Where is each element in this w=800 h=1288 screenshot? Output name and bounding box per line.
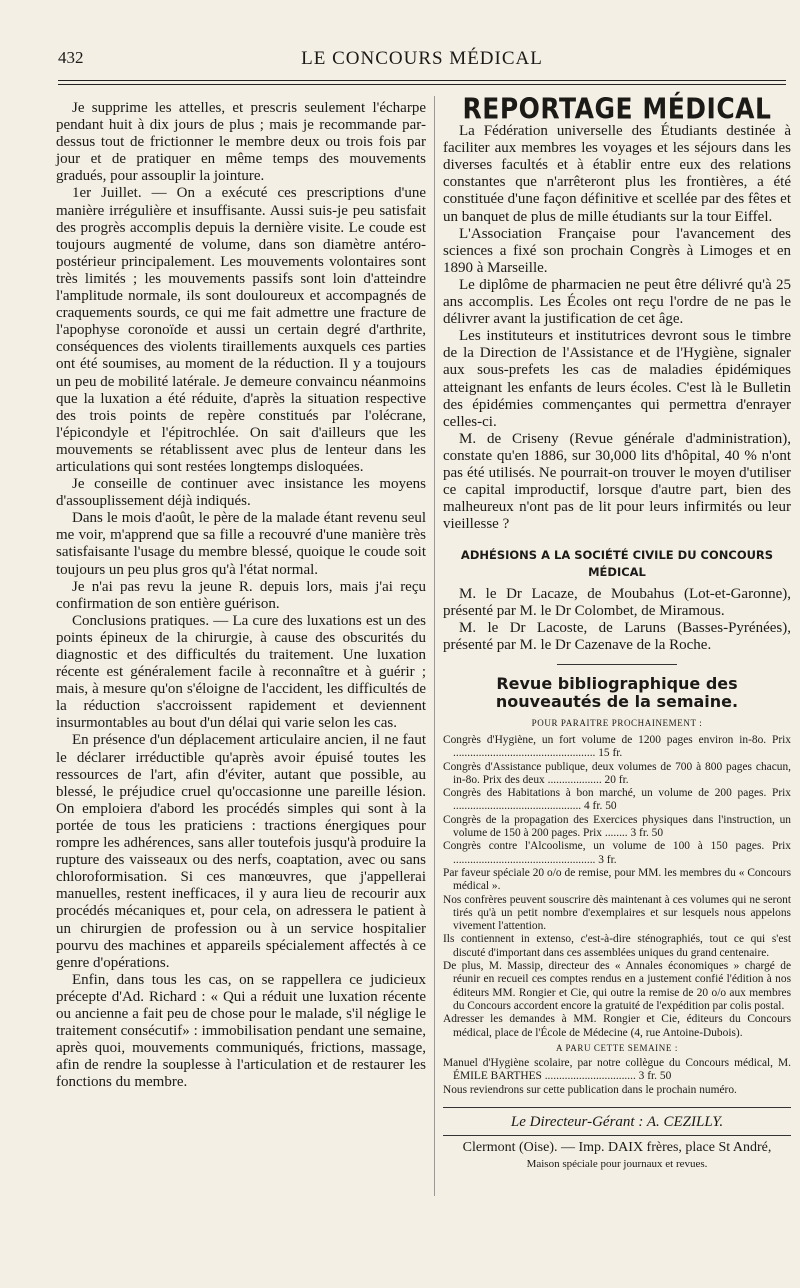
a-paru-label: A PARU CETTE SEMAINE : xyxy=(556,1042,678,1053)
paragraph: Je supprime les attelles, et prescris seulement l'écharpe pendant huit à dix jours de plus ; mais je recommande par-dessus tout de frictionner le membre deux ou trois fois par jour et de pratiquer en même temps des mouvements gradués, pour assouplir la jointure. xyxy=(56,100,426,185)
biblio-entry: Congrès de la propagation des Exercices physiques dans l'instruction, un volume de 150 à 200 pages. Prix ........ 3 fr. 50 xyxy=(443,813,791,840)
paragraph: Enfin, dans tous les cas, on se rappellera ce judicieux précepte d'Ad. Richard : « Qui a réduit une luxation récente ou ancienne a fait peu de chose pour le malade, s'il néglige le traitement consécutif» : immobilisation pendant une semaine, après quoi, mouvements communiqués, frictions, massage, afin de rendre la souplesse à l'articulation et de restaurer les fonctions du membre. xyxy=(56,971,426,1091)
imprint-line: Maison spéciale pour journaux et revues. xyxy=(526,1158,708,1171)
page-header xyxy=(58,44,786,78)
biblio-entry: Nous reviendrons sur cette publication dans le prochain numéro. xyxy=(443,1083,737,1096)
left-column xyxy=(56,100,426,1091)
news-item: M. de Criseny (Revue générale d'administration), constate qu'en 1886, sur 30,000 lits d'hôpital, 40 % n'ont pas été utilisés. Ne pourrait-on trouver le moyen d'utiliser ce capital improductif, lorsque d'autre part, bien des malheureux n'ont pas de lit pour leurs infirmités ou leur vieillesse ? xyxy=(443,430,791,533)
paragraph: Je conseille de continuer avec insistance les moyens d'assouplissement déjà indiqués. xyxy=(56,476,426,510)
running-title: LE CONCOURS MÉDICAL xyxy=(301,48,543,69)
adhesion-entry: M. le Dr Lacaze, de Moubahus (Lot-et-Garonne), présenté par M. le Dr Colombet, de Miramous. xyxy=(443,585,791,619)
section-title: REPORTAGE MÉDICAL xyxy=(462,91,772,126)
biblio-entry: Par faveur spéciale 20 o/o de remise, pour MM. les membres du « Concours médical ». xyxy=(443,866,791,893)
paragraph: Conclusions pratiques. — La cure des luxations est un des points épineux de la chirurgie, à cause des obscurités du diagnostic et des difficultés du traitement. Une luxation récente est généralement facile à reconnaître et à guérir ; mais, à mesure qu'on s'éloigne de l'accident, les difficultés de la réduction s'accroissent rapidement et deviennent insurmontables au bout d'un délai qui varie selon les cas. xyxy=(56,612,426,732)
right-column xyxy=(443,91,791,1172)
separator xyxy=(557,664,677,665)
paragraph: En présence d'un déplacement articulaire ancien, il ne faut le déclarer irréductible qu'après avoir épuisé toutes les ressources de l'art, afin d'éviter, autant que possible, au blessé, le préjudice cruel qu'occasionne une pareille lésion. On emploiera d'abord les procédés simples qui sont à la portée de tous les praticiens : tractions énergiques pour rompre les adhérences, sans aller toutefois jusqu'à produire la rupture des vaisseaux ou des nerfs, coaptation, avec ou sans chloroformisation. Si ces manœuvres, que j'appellerai manuelles, restent inefficaces, il y aura lieu de recourir aux procédés mécaniques et, pour cela, on adressera le patient à un chirurgien de profession ou à un service hospitalier pourvu des machines et appareils spécialement affectés à ce genre d'opérations. xyxy=(56,732,426,971)
revue-heading: Revue bibliographique des nouveautés de la semaine. xyxy=(495,673,739,711)
director-signature: Le Directeur-Gérant : A. CEZILLY. xyxy=(443,1107,791,1131)
biblio-entry: Manuel d'Hygiène scolaire, par notre collègue du Concours médical, M. ÉMILE BARTHES ................................ 3 fr. 50 xyxy=(443,1057,791,1083)
biblio-entry: Ils contiennent in extenso, c'est-à-dire sténographiés, tout ce qui s'est discuté d'important dans ces assemblées uniques du grand centenaire. xyxy=(443,933,791,959)
biblio-entry: Congrès d'Assistance publique, deux volumes de 700 à 800 pages chacun, in-8o. Prix des deux ................... 20 fr. xyxy=(443,760,791,786)
imprint-line: Clermont (Oise). — Imp. DAIX frères, place St André, xyxy=(462,1140,772,1156)
bibliography xyxy=(443,734,791,1097)
biblio-entry: Nos confrères peuvent souscrire dès maintenant à ces volumes qui ne seront tirés qu'à un petit nombre d'exemplaires et sur lesquels nous appelons vivement l'attention. xyxy=(443,893,791,933)
adhesions-heading: ADHÉSIONS A LA SOCIÉTÉ CIVILE DU CONCOURS MÉDICAL xyxy=(460,548,774,580)
header-rule xyxy=(58,80,786,81)
column-divider xyxy=(434,96,435,1196)
biblio-entry: Congrès d'Hygiène, un fort volume de 1200 pages environ in-8o. Prix .................................................. 15 fr. xyxy=(443,734,791,760)
paragraph: Dans le mois d'août, le père de la malade étant revenu seul me voir, m'apprend que sa fille a recouvré d'une manière très satisfaisante l'usage du membre blessé, quoique le coude soit toujours un peu plus gros qu'à l'état normal. xyxy=(56,510,426,578)
page-number: 432 xyxy=(58,48,84,67)
paragraph: 1er Juillet. — On a exécuté ces prescriptions d'une manière irrégulière et insuffisante. Aussi suis-je peu satisfait des progrès accomplis depuis la dernière visite. Le coude est toujours augmenté de volume, dans son diamètre antéro-postérieur principalement. Les mouvements volontaires sont très limités ; les mouvements passifs sont loin d'atteindre l'amplitude normale, ils sont douloureux et accompagnés de craquements sourds, ce qui me fait admettre une fracture de l'apophyse coronoïde et aussi un certain degré d'arthrite, conséquences des violents tiraillements auxquels ces parties ont été soumises, au moment de la réduction. Il y a toujours un peu de mobilité latérale. Je demeure convaincu néanmoins que la luxation a été réduite, d'après la situation respective des trois points de repère constitués par l'olécrane, l'épicondyle et l'épitrochlée. On sait d'ailleurs que les mouvements se rétablissent avec plus de lenteur dans les articulations qui sont restées longtemps disloquées. xyxy=(56,185,426,475)
biblio-entry: Adresser les demandes à MM. Rongier et Cie, éditeurs du Concours médical, place de l'École de Médecine (4, rue Antoine-Dubois). xyxy=(443,1013,791,1039)
imprint xyxy=(443,1135,791,1172)
news-item: Les instituteurs et institutrices devront sous le timbre de la Direction de l'Assistance et de l'Hygiène, signaler aux sous-prefets les cas de maladies épidémiques atteignant les enfants de leurs écoles. C'est là le Bulletin des épidémies commençantes qui permettra d'enrayer celles-ci. xyxy=(443,328,791,430)
paragraph: Je n'ai pas revu la jeune R. depuis lors, mais j'ai reçu confirmation de son entière guérison. xyxy=(56,578,426,612)
header-rule-double xyxy=(58,84,786,85)
pour-paraitre-label: POUR PARAITRE PROCHAINEMENT : xyxy=(531,717,703,728)
news-item: Le diplôme de pharmacien ne peut être délivré qu'à 25 ans accomplis. Les Écoles ont reçu l'ordre de ne pas le délivrer avant la justification de cet âge. xyxy=(443,276,791,328)
biblio-entry: Congrès contre l'Alcoolisme, un volume de 100 à 150 pages. Prix .................................................. 3 fr. xyxy=(443,840,791,866)
adhesion-entry: M. le Dr Lacoste, de Laruns (Basses-Pyrénées), présenté par M. le Dr Cazenave de la Roche. xyxy=(443,619,791,653)
news-item: L'Association Française pour l'avancement des sciences a fixé son prochain Congrès à Limoges et en 1890 à Marseille. xyxy=(443,225,791,276)
biblio-entry: De plus, M. Massip, directeur des « Annales économiques » chargé de réunir en recueil ces comptes rendus en a justement confié l'édition à nos éditeurs MM. Rongier et Cie, qui outre la remise de 20 o/o aux membres du Concours accordent encore la gratuité de l'expédition par colis postal. xyxy=(443,960,791,1012)
biblio-entry: Congrès des Habitations à bon marché, un volume de 200 pages. Prix ............................................. 4 fr. 50 xyxy=(443,787,791,813)
news-item: La Fédération universelle des Étudiants destinée à faciliter aux membres les voyages et les séjours dans les diverses facultés et à établir entre eux des relations constantes que n'arrêteront plus les frontières, a été constituée d'une façon définitive et scellée par des fêtes et un banquet de plus de mille étudiants sur la tour Eiffel. xyxy=(443,123,791,225)
